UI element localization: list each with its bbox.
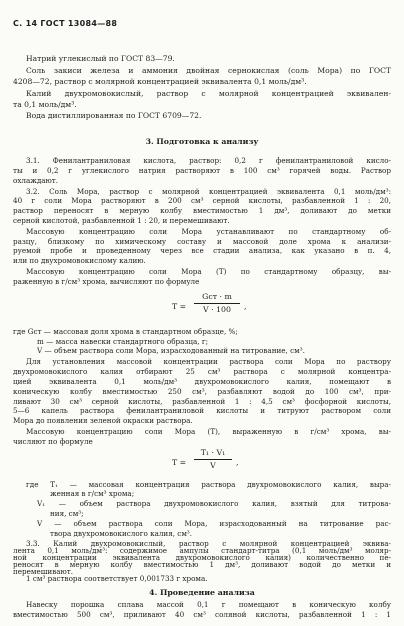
definition-line: где Gст — массовая доля хрома в стандартном образце, %; <box>13 326 238 336</box>
fraction-bar <box>194 459 232 460</box>
paragraph-line: Навеску порошка сплава массой 0,1 г помещают в коническую колбу <box>26 600 391 610</box>
paragraph-line: руемой пробе и проведенному через все стадии анализа, как указано в п. 4, <box>13 246 391 256</box>
paragraph-line: вместимостью 500 см³, приливают 40 см³ соляной кислоты, разбавленной 1 : 1 <box>13 610 391 620</box>
paragraph-line: Массовую концентрацию соли Мора (T) по стандартному образцу, вы- <box>26 266 391 276</box>
paragraph-line: двухромовокислого калия отбирают 25 см³ раствора с молярной концентра- <box>13 367 391 377</box>
paragraph-line: коническую колбу вместимостью 250 см³, разбавляют водой до 100 см³, при- <box>13 386 391 396</box>
paragraph-line: числяют по формуле <box>13 436 93 446</box>
formula-lhs: T = <box>172 458 187 468</box>
paragraph-line: 1 см³ раствора соответствует 0,001733 г хрома. <box>26 574 208 584</box>
fraction-bar <box>194 303 240 304</box>
paragraph-line: Для установления массовой концентрации раствора соли Мора по раствору <box>26 357 391 367</box>
paragraph-line: Массовую концентрацию соли Мора (T), выраженную в г/см³ хрома, вы- <box>26 426 391 436</box>
formula-tail: , <box>244 301 247 311</box>
paragraph-line: Массовую концентрацию соли Мора устанавливают по стандартному об- <box>26 226 391 236</box>
paragraph-line: или по двухромовокислому калию. <box>13 256 146 266</box>
paragraph-line: Мора до появления зеленой окраски раствора. <box>13 416 193 426</box>
paragraph-line: раствор переносят в мерную колбу вместимостью 1 дм³, доливают до метки <box>13 206 391 216</box>
formula-tail: , <box>236 458 239 468</box>
paragraph-line: раженную в г/см³ хрома, вычисляют по формуле <box>13 276 200 286</box>
reagent-line: 4208—72, раствор с молярной концентрацией эквивалента 0,1 моль/дм³. <box>13 77 307 86</box>
section-4-heading: 4. Проведение анализа <box>149 587 255 597</box>
reagent-line: Натрий углекислый по ГОСТ 83—79. <box>26 54 175 63</box>
paragraph-line: 5—6 капель раствора фенилантраниловой кислоты и титруют раствором соли <box>13 406 391 416</box>
formula-numerator: T₁ · V₁ <box>200 448 226 458</box>
definition-line: m — масса навески стандартного образца, г; <box>37 336 209 346</box>
definition-line: ния, см³; <box>50 509 84 519</box>
formula-denominator: V <box>210 461 216 471</box>
paragraph-line: серной кислотой, разбавленной 1 : 20, и перемешивают. <box>13 216 230 225</box>
reagent-line: Соль закиси железа и аммония двойная сернокислая (соль Мора) по ГОСТ <box>26 66 391 75</box>
definition-line: женная в г/см³ хрома; <box>50 489 135 499</box>
formula-denominator: V · 100 <box>203 305 231 315</box>
paragraph-line: разцу, близкому по химическому составу и массовой доле хрома к анализи- <box>13 236 391 246</box>
definition-line: где T₁ — массовая концентрация раствора двухромовокислого калия, выра- <box>26 479 391 489</box>
definition-line: V — объем раствора соли Мора, израсходованный на титрование, см³. <box>37 346 305 356</box>
formula-lhs: T = <box>172 301 187 311</box>
paragraph-line: цией эквивалента 0,1 моль/дм³ двухромовокислого калия, помещают в <box>13 376 391 386</box>
section-3-heading: 3. Подготовка к анализу <box>145 137 259 146</box>
paragraph-line: лента 0,1 моль/дм³: содержимое ампулы стандарт-титра (0,1 моль/дм³ моляр- <box>13 545 391 555</box>
reagent-line: та 0,1 моль/дм³. <box>13 100 77 109</box>
paragraph-line: ливают 30 см³ серной кислоты, разбавленной 1 : 4,5 см³ фосфорной кислоты, <box>13 396 391 406</box>
paragraph-line: охлаждают. <box>13 175 59 185</box>
paragraph-line: 3.1. Фенилантраниловая кислота, раствор: 0,2 г фенилантраниловой кисло- <box>26 156 391 166</box>
definition-line: твора двухромовокислого калия, см³. <box>50 528 193 538</box>
paragraph-line: ной концентрации эквивалента двухромовокислого калия) количественно пе- <box>13 552 391 562</box>
paragraph-line: ты и 0,2 г углекислого натрия растворяют в 100 см³ горячей воды. Раствор <box>13 165 391 175</box>
paragraph-line: 40 г соли Мора растворяют в 200 см³ серной кислоты, разбавленной 1 : 20, <box>13 196 391 206</box>
definition-line: V₁ — объем раствора двухромовокислого калия, взятый для титрова- <box>37 499 391 509</box>
paragraph-line: 3.2. Соль Мора, раствор с молярной концентрацией эквивалента 0,1 моль/дм³: <box>26 186 391 196</box>
definition-line: V — объем раствора соли Мора, израсходованный на титрование рас- <box>37 518 391 528</box>
paragraph-line: реносят в мерную колбу вместимостью 1 дм³, доливают водой до метки и <box>13 560 391 570</box>
formula-numerator: Gст · m <box>202 292 232 302</box>
paragraph-line: 3.3. Калий двухромовокислый, раствор с молярной концентрацией эквива- <box>26 538 391 548</box>
reagent-line: Калий двухромовокислый, раствор с молярной концентрацией эквивален- <box>26 89 391 98</box>
formula-fraction <box>194 448 232 471</box>
reagent-line: Вода дистиллированная по ГОСТ 6709—72. <box>26 111 202 120</box>
paragraph-line: перемешивают. <box>13 567 74 577</box>
formula-fraction <box>194 292 240 315</box>
page-header: С. 14 ГОСТ 13084—88 <box>13 19 118 28</box>
